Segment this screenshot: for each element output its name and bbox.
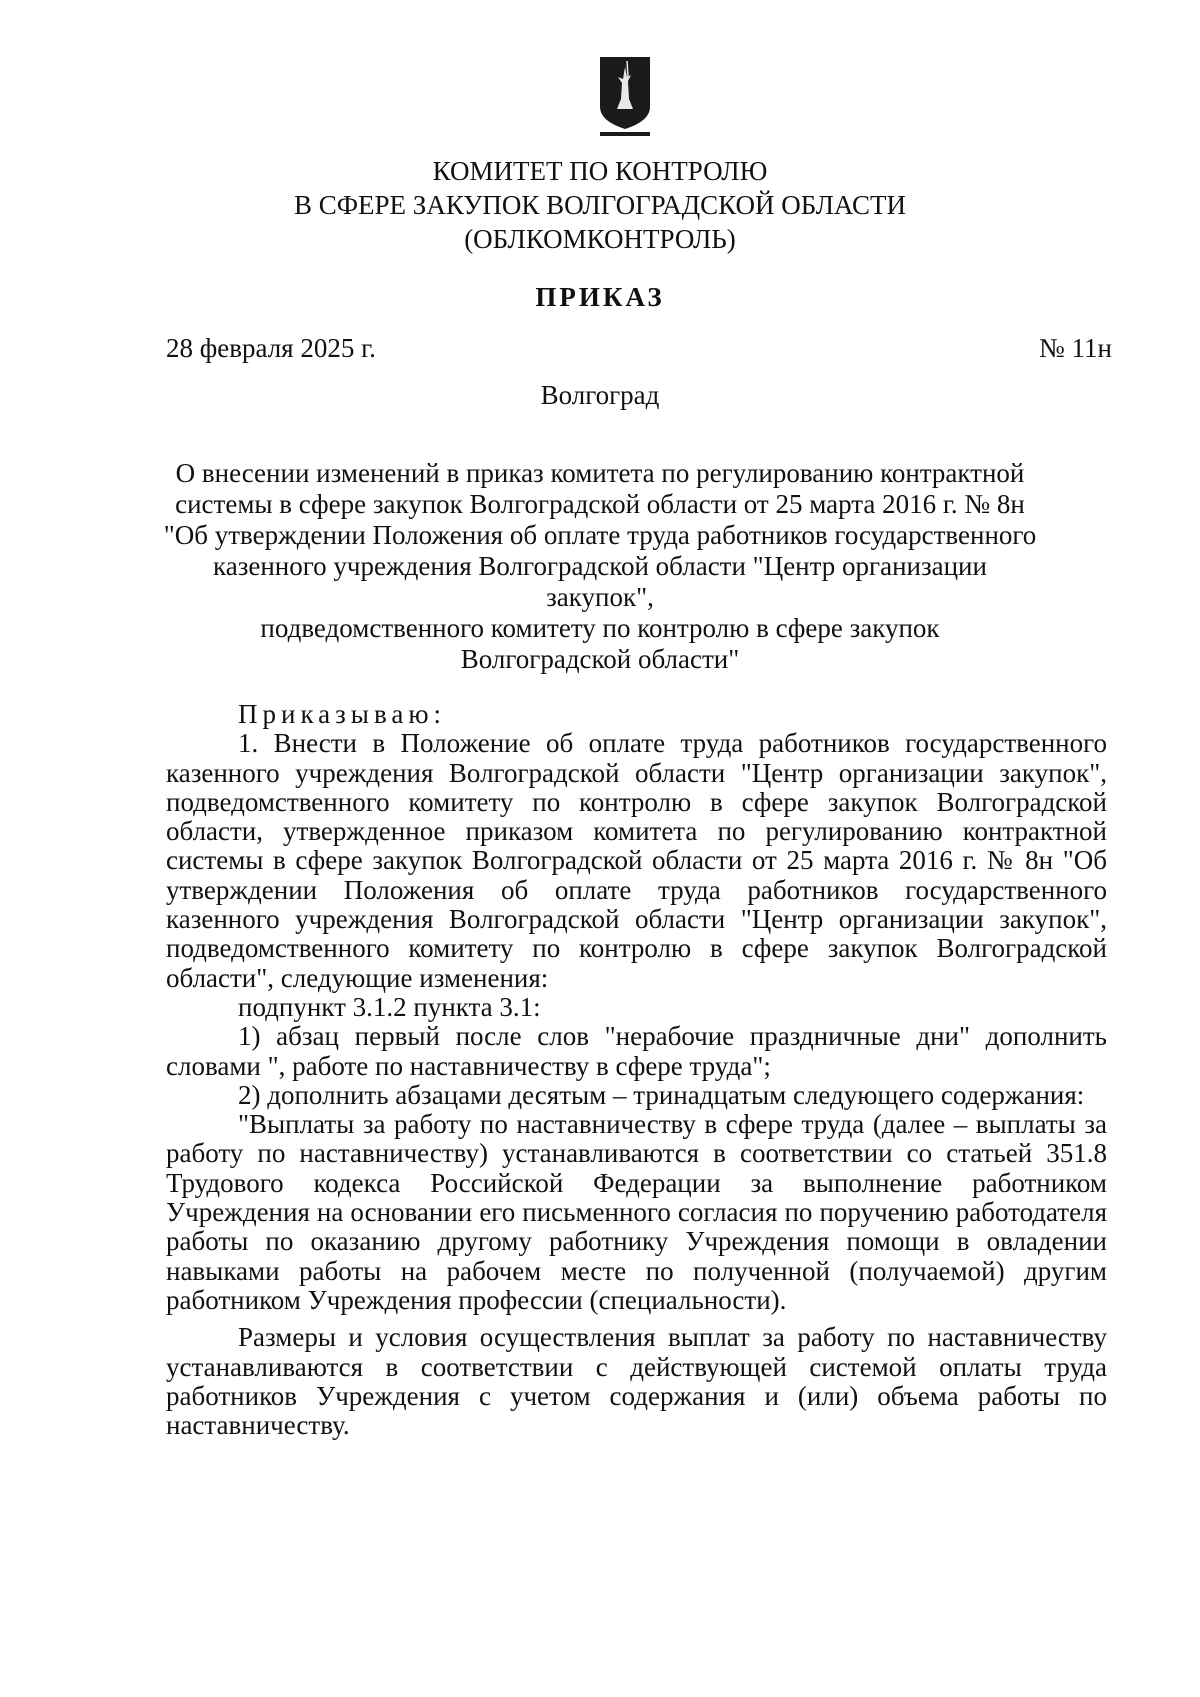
document-number: № 11н (1039, 333, 1112, 363)
organization-name (200, 154, 1000, 256)
body-paragraph-6: Размеры и условия осуществления выплат за работу по наставничеству устанавливаются в соответствии с действующей системой оплаты труда работников Учреждения с учетом содержания и (или) объема работы по наставничеству. (166, 1322, 1107, 1441)
subject-line-2: системы в сфере закупок Волгоградской области от 25 марта 2016 г. № 8н (175, 489, 1025, 519)
body-paragraph-4: 2) дополнить абзацами десятым – тринадцатым следующего содержания: (238, 1079, 1085, 1110)
subject-line-6: Волгоградской области" (460, 644, 740, 674)
org-line-2: В СФЕРЕ ЗАКУПОК ВОЛГОГРАДСКОЙ ОБЛАСТИ (293, 190, 907, 220)
body-paragraph-3: 1) абзац первый после слов "нерабочие праздничные дни" дополнить словами ", работе по наставничеству в сфере труда"; (166, 1021, 1107, 1081)
document-type: ПРИКАЗ (535, 282, 665, 312)
body-paragraph-2: подпункт 3.1.2 пункта 3.1: (238, 991, 541, 1022)
subject-line-4: казенного учреждения Волгоградской области "Центр организации закупок", (213, 551, 987, 612)
volgograd-coat-of-arms-icon (598, 55, 652, 139)
subject-line-1: О внесении изменений в приказ комитета по регулированию контрактной (175, 458, 1025, 488)
subject-line-5: подведомственного комитету по контролю в сфере закупок (260, 613, 940, 643)
body-lead: Приказываю: (238, 699, 446, 729)
document-body (166, 700, 1107, 1440)
document-city: Волгоград (540, 380, 660, 410)
document-date: 28 февраля 2025 г. (166, 333, 376, 363)
document-subject (160, 458, 1040, 675)
subject-line-3: "Об утверждении Положения об оплате труда работников государственного (163, 520, 1037, 550)
body-paragraph-5: "Выплаты за работу по наставничеству в сфере труда (далее – выплаты за работу по наставничеству) устанавливаются в соответствии со статьей 351.8 Трудового кодекса Российской Федерации за выполнение работником Учреждения на основании его письменного согласия по поручению работодателя работы по оказанию другому работнику Учреждения помощи в овладении навыками работы на рабочем месте по полученной (получаемой) другим работником Учреждения профессии (специальности). (166, 1109, 1107, 1315)
org-line-1: КОМИТЕТ ПО КОНТРОЛЮ (432, 156, 768, 186)
body-paragraph-1: 1. Внести в Положение об оплате труда работников государственного казенного учреждения Волгоградской области "Центр организации закупок", подведомственного комитету по контролю в сфере закупок Волгоградской области, утвержденное приказом комитета по регулированию контрактной системы в сфере закупок Волгоградской области от 25 марта 2016 г. № 8н "Об утверждении Положения об оплате труда работников государственного казенного учреждения Волгоградской области "Центр организации закупок", подведомственного комитету по контролю в сфере закупок Волгоградской области", следующие изменения: (166, 728, 1107, 993)
org-line-3: (ОБЛКОМКОНТРОЛЬ) (464, 224, 736, 254)
